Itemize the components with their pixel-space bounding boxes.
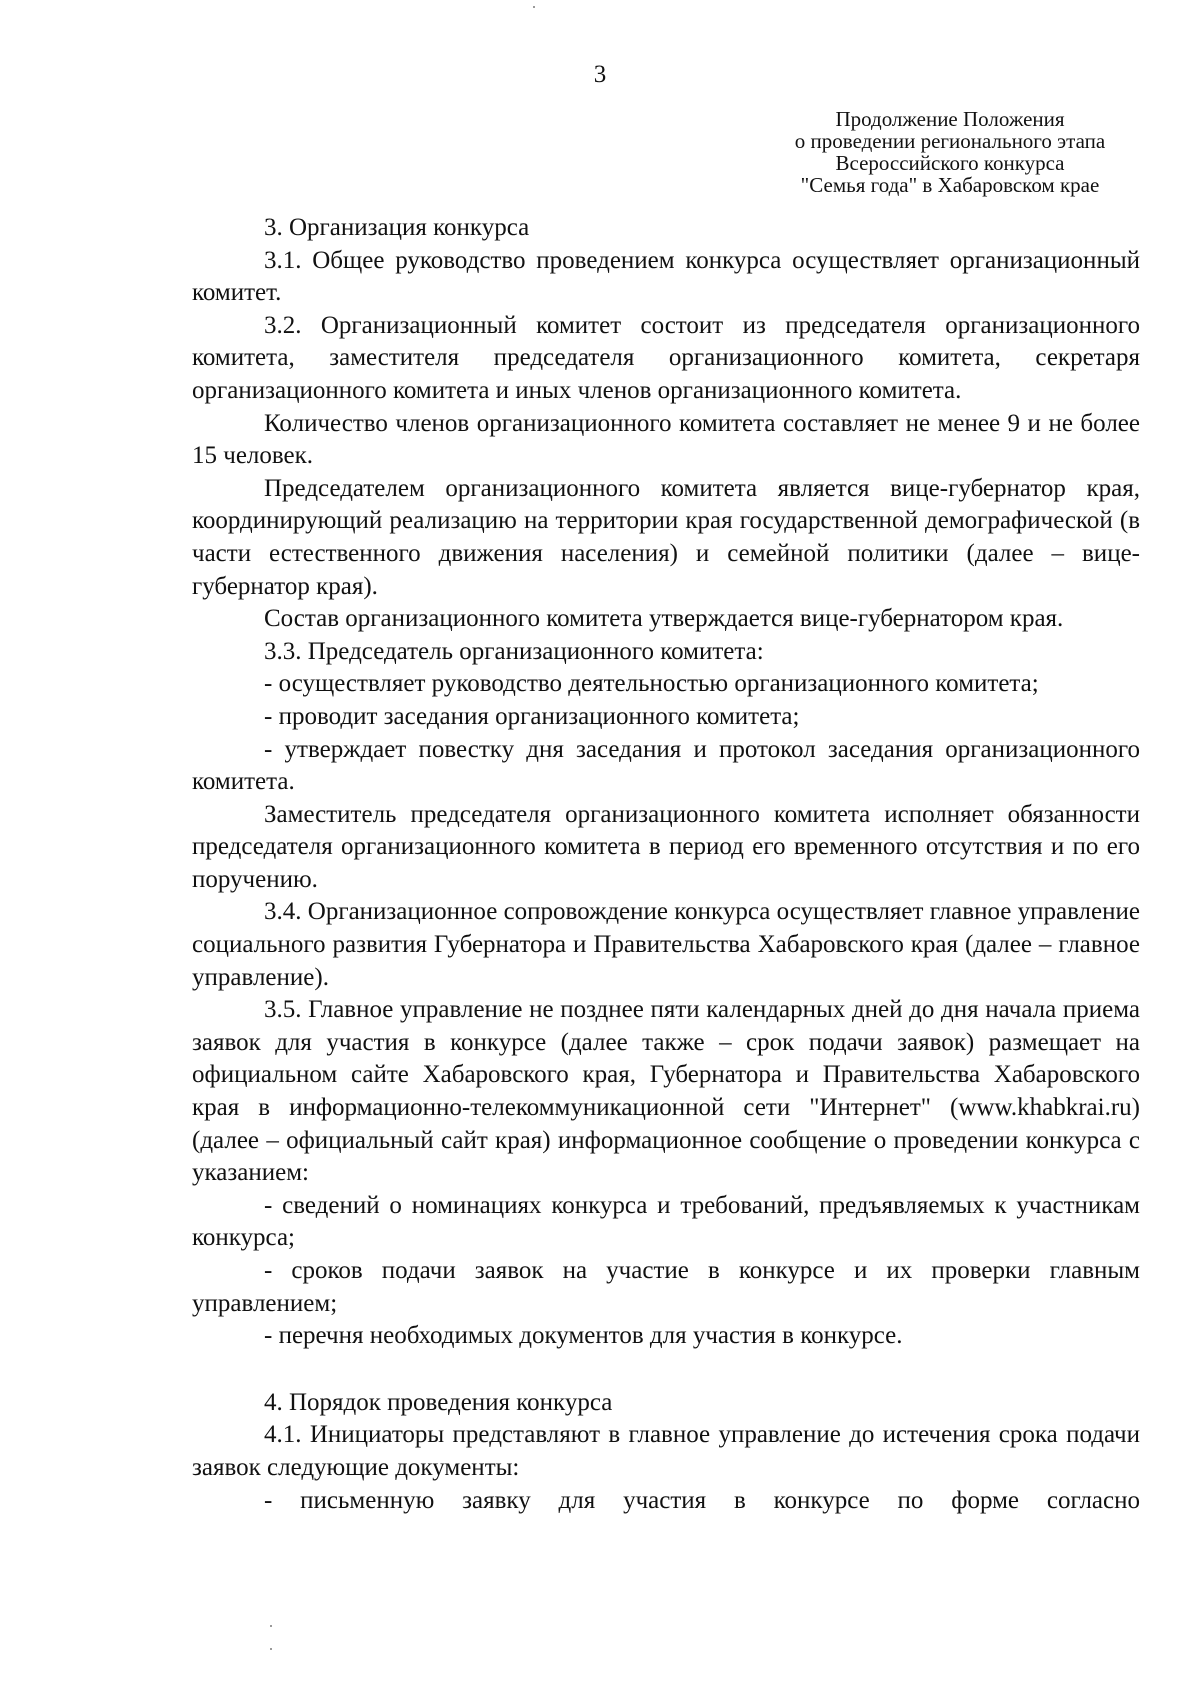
header-note-line: Всероссийского конкурса — [835, 151, 1065, 175]
header-note-line: "Семья года" в Хабаровском крае — [800, 173, 1100, 197]
paragraph-4-1: 4.1. Инициаторы представляют в главное управление до истечения срока подачи заявок следующие документы: — [192, 1421, 1140, 1481]
paragraph-member-count: Количество членов организационного комитета составляет не менее 9 и не более 15 человек. — [192, 409, 1140, 470]
paragraph-3-2: 3.2. Организационный комитет состоит из председателя организационного комитета, заместителя председателя организационного комитета, секретаря организационного комитета и иных членов организационного комитета. — [192, 311, 1140, 404]
section-heading-3: 3. Организация конкурса — [264, 214, 530, 241]
list-item: - сроков подачи заявок на участие в конкурсе и их проверки главным управлением; — [192, 1257, 1140, 1317]
scan-artifact-dot — [533, 6, 535, 8]
list-item: - проводит заседания организационного комитета; — [264, 702, 800, 730]
list-item: - осуществляет руководство деятельностью организационного комитета; — [264, 670, 1039, 698]
paragraph-composition: Состав организационного комитета утверждается вице-губернатором края. — [264, 605, 1064, 633]
paragraph-3-5: 3.5. Главное управление не позднее пяти календарных дней до дня начала приема заявок для участия в конкурсе (далее также – срок подачи заявок) размещает на официальном сайте Хабаровского края, Губернатора и Правительства Хабаровского края в информационно-телекоммуникационной сети "Интернет" (www.khabkrai.ru) (далее – официальный сайт края) информационное сообщение о проведении конкурса с указанием: — [192, 996, 1140, 1187]
list-item: - сведений о номинациях конкурса и требований, предъявляемых к участникам конкурса; — [192, 1191, 1140, 1252]
list-item: - утверждает повестку дня заседания и протокол заседания организационного комитета. — [192, 735, 1140, 796]
scan-artifact-dot — [270, 1625, 272, 1627]
paragraph-3-4: 3.4. Организационное сопровождение конкурса осуществляет главное управление социального развития Губернатора и Правительства Хабаровского края (далее – главное управление). — [192, 898, 1140, 991]
paragraph-deputy: Заместитель председателя организационного комитета исполняет обязанности председателя организационного комитета в период его временного отсутствия и по его поручению. — [192, 800, 1140, 893]
header-note-line: о проведении регионального этапа — [794, 129, 1106, 153]
header-note-line: Продолжение Положения — [835, 107, 1065, 131]
document-body — [192, 212, 1140, 1517]
list-item: - перечня необходимых документов для участия в конкурсе. — [264, 1322, 903, 1350]
page-number: 3 — [593, 61, 607, 88]
section-heading-4: 4. Порядок проведения конкурса — [264, 1388, 613, 1416]
paragraph-3-3: 3.3. Председатель организационного комитета: — [264, 637, 764, 665]
paragraph-chairman: Председателем организационного комитета является вице-губернатор края, координирующий реализацию на территории края государственной демографической (в части естественного движения населения) и семейной политики (далее – вице-губернатор края). — [192, 474, 1140, 600]
header-note — [760, 108, 1140, 196]
list-item: - письменную заявку для участия в конкурсе по форме согласно — [264, 1486, 1140, 1514]
scan-artifact-dot — [270, 1648, 272, 1650]
paragraph-3-1: 3.1. Общее руководство проведением конкурса осуществляет организационный комитет. — [192, 246, 1140, 307]
